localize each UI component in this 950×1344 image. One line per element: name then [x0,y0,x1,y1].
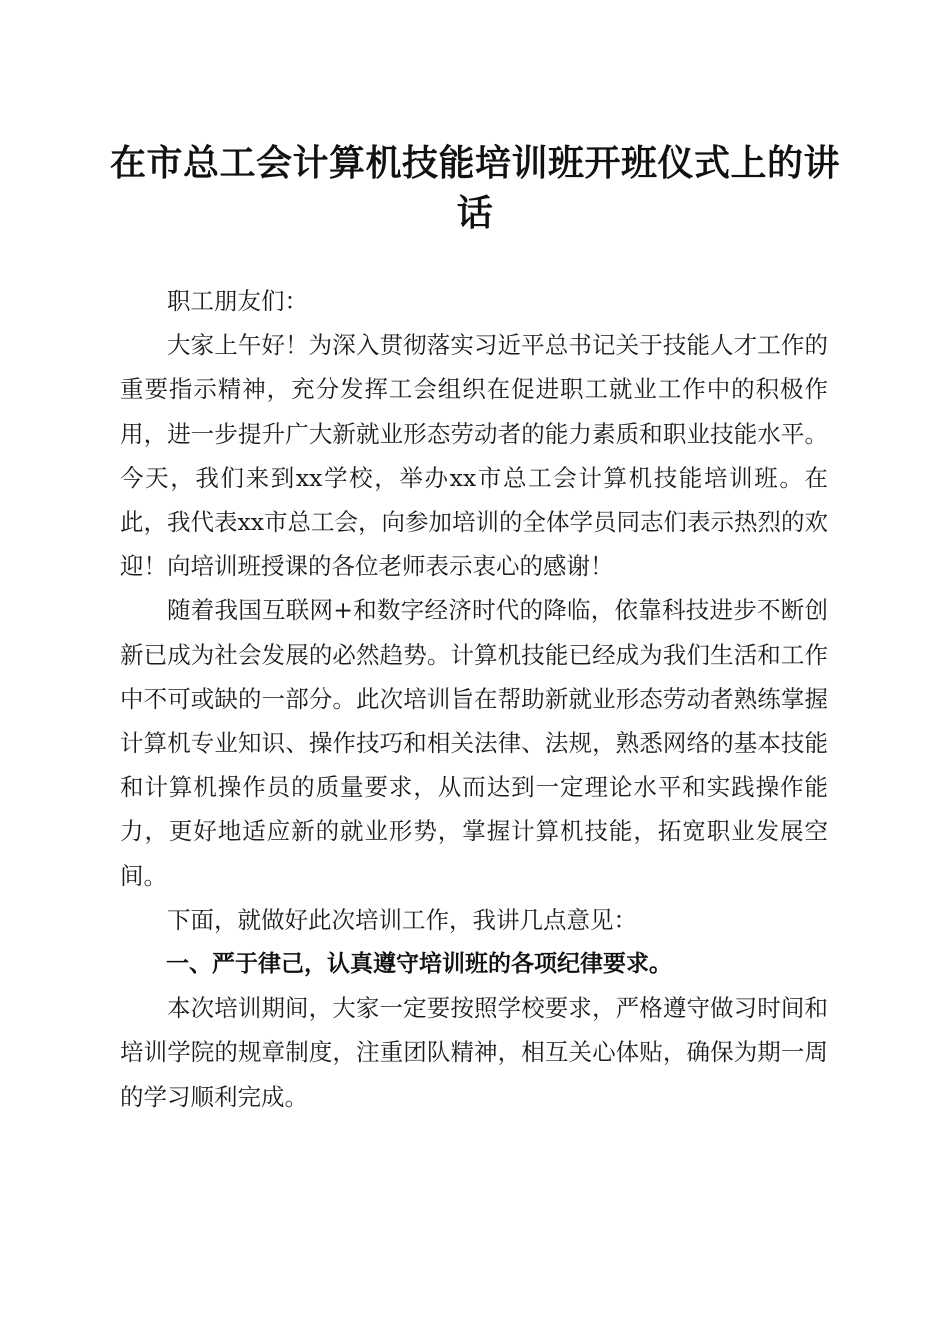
section-heading-1: 一、严于律己，认真遵守培训班的各项纪律要求。 [166,951,672,978]
paragraph-transition: 下面，就做好此次培训工作，我讲几点意见： [167,905,637,934]
salutation: 职工朋友们： [167,287,308,315]
paragraph-opening: 大家上午好！为深入贯彻落实习近平总书记关于技能人才工作的重要指示精神，充分发挥工会组织在促进职工就业工作中的积极作用，进一步提升广大新就业形态劳动者的能力素质和职业技能水平。今天，我们来到xx学校，举办xx市总工会计算机技能培训班。在此，我代表xx市总工会，向参加培训的全体学员同志们表示热烈的欢迎！向培训班授课的各位老师表示衷心的感谢！ [120,331,829,581]
document-title: 在市总工会计算机技能培训班开班仪式上的讲话 [110,142,841,234]
document-body [120,279,828,1119]
section-paragraph-1: 本次培训期间，大家一定要按照学校要求，严格遵守做习时间和培训学院的规章制度，注重团队精神，相互关心体贴，确保为期一周的学习顺利完成。 [120,994,828,1111]
paragraph-background: 随着我国互联网+和数字经济时代的降临，依靠科技进步不断创新已成为社会发展的必然趋势。计算机技能已经成为我们生活和工作中不可或缺的一部分。此次培训旨在帮助新就业形态劳动者熟练掌握计算机专业知识、操作技巧和相关法律、法规，熟悉网络的基本技能和计算机操作员的质量要求，从而达到一定理论水平和实践操作能力，更好地适应新的就业形势，掌握计算机技能，拓宽职业发展空间。 [120,596,828,890]
